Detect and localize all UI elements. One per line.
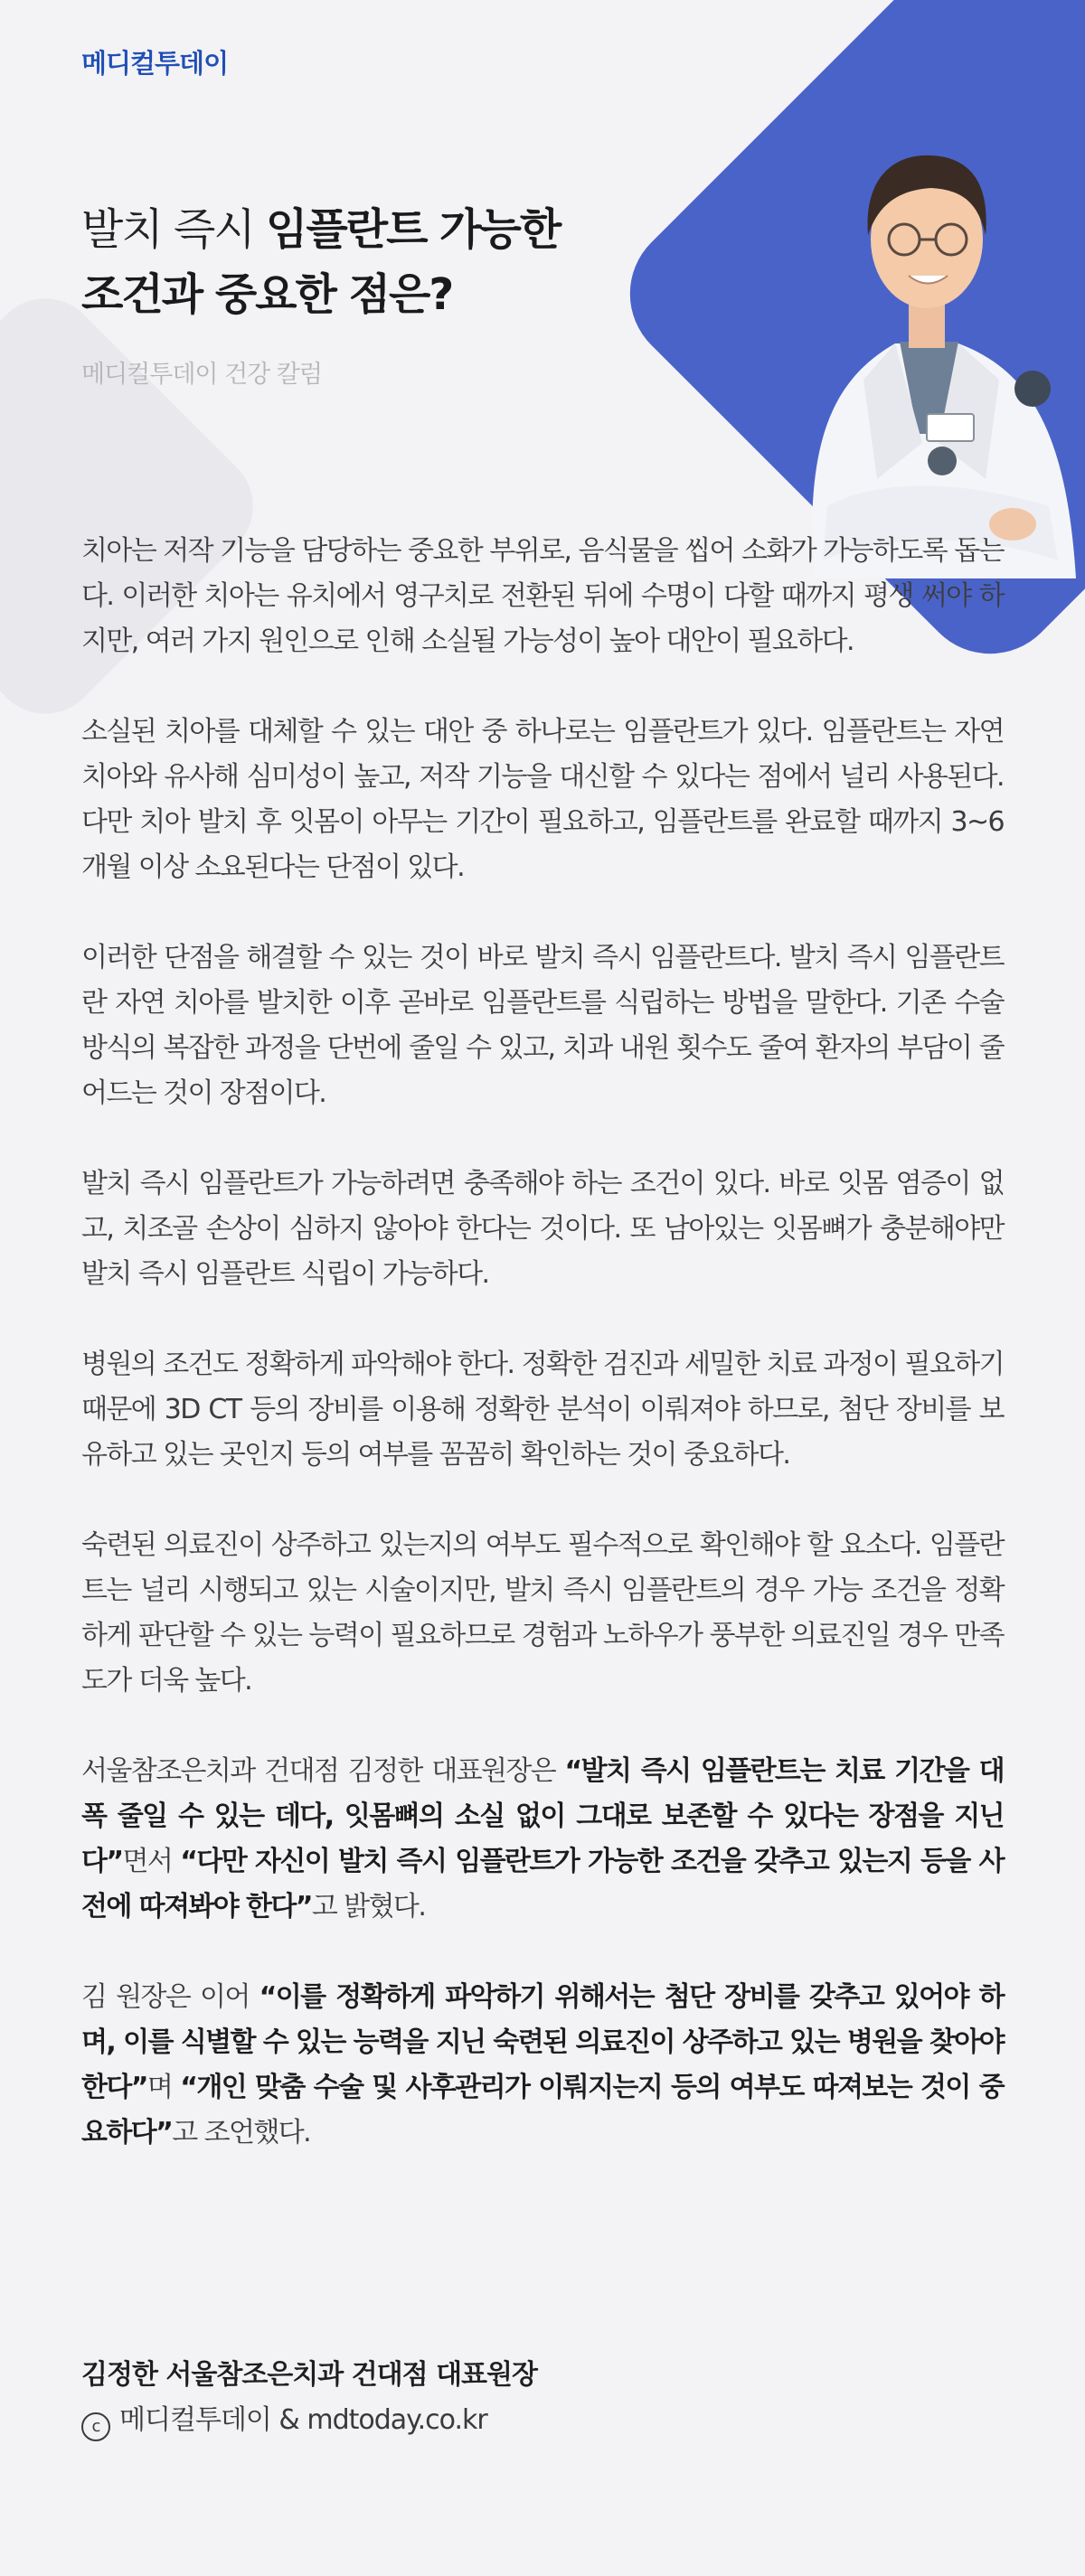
quote-intro: 서울참조은치과 건대점 김정한 대표원장은	[81, 1755, 565, 1787]
article-paragraph-6: 숙련된 의료진이 상주하고 있는지의 여부도 필수적으로 확인해야 할 요소다. 임플란트는 널리 시행되고 있는 시술이지만, 발치 즉시 임플란트의 경우 가능 조건을 정확하게 판단할 수 있는 능력이 필요하므로 경험과 노하우가 풍부한 의료진일 경우 만족도가 더욱 높다.	[81, 1529, 1004, 1697]
title-bold-line-2: 조건과 중요한 점은?	[81, 269, 453, 320]
column-subtitle: 메디컬투데이 건강 칼럼	[81, 361, 322, 389]
article-paragraph-8	[81, 1975, 1004, 2156]
title-regular-part: 발치 즉시	[81, 204, 266, 255]
title-bold-part: 임플란트 가능한	[266, 204, 561, 255]
quote-bold-2: “다만 자신이 발치 즉시 임플란트가 가능한 조건을 갖추고 있는지 등을 사전에 따져봐야 한다”	[81, 1846, 1004, 1923]
quote-ending: 고 밝혔다.	[311, 1891, 426, 1923]
quote-bold-2: “개인 맞춤 수술 및 사후관리가 이뤄지는지 등의 여부도 따져보는 것이 중요하다”	[81, 2072, 1004, 2148]
doctor-name-badge	[927, 414, 974, 441]
site-logo[interactable]: 메디컬투데이	[81, 48, 229, 79]
title-line-1	[81, 197, 660, 262]
article-paragraph-2: 소실된 치아를 대체할 수 있는 대안 중 하나로는 임플란트가 있다. 임플란트는 자연 치아와 유사해 심미성이 높고, 저작 기능을 대신할 수 있다는 점에서 널리 사용된다. 다만 치아 발치 후 잇몸이 아무는 기간이 필요하고, 임플란트를 완료할 때까지 3~6개월 이상 소요된다는 단점이 있다.	[81, 716, 1004, 883]
quote-bold-1: “발치 즉시 임플란트는 치료 기간을 대폭 줄일 수 있는 데다, 잇몸뼈의 소실 없이 그대로 보존할 수 있다는 장점을 지닌다”	[81, 1755, 1004, 1877]
author-name-title: 김정한 서울참조은치과 건대점 대표원장	[81, 2359, 537, 2391]
article-paragraph-1: 치아는 저작 기능을 담당하는 중요한 부위로, 음식물을 씹어 소화가 가능하도록 돕는다. 이러한 치아는 유치에서 영구치로 전환된 뒤에 수명이 다할 때까지 평생 써야 하지만, 여러 가지 원인으로 인해 소실될 가능성이 높아 대안이 필요하다.	[81, 535, 1004, 657]
title-line-2	[81, 262, 660, 327]
article-body	[81, 529, 1004, 2201]
quote-intro: 김 원장은 이어	[81, 1981, 259, 2013]
author-signature	[81, 2353, 537, 2443]
page-title	[81, 197, 660, 327]
copyright-text: 메디컬투데이 & mdtoday.co.kr	[119, 2404, 487, 2436]
quote-connector: 며	[146, 2072, 181, 2103]
quote-connector: 면서	[122, 1846, 181, 1877]
doctor-emblem-badge	[928, 447, 957, 475]
copyright-icon: c	[81, 2412, 110, 2441]
article-paragraph-5: 병원의 조건도 정확하게 파악해야 한다. 정확한 검진과 세밀한 치료 과정이 필요하기 때문에 3D CT 등의 장비를 이용해 정확한 분석이 이뤄져야 하므로, 첨단 장비를 보유하고 있는 곳인지 등의 여부를 꼼꼼히 확인하는 것이 중요하다.	[81, 1349, 1004, 1471]
article-paragraph-7	[81, 1749, 1004, 1930]
quote-bold-1: “이를 정확하게 파악하기 위해서는 첨단 장비를 갖추고 있어야 하며, 이를 식별할 수 있는 능력을 지닌 숙련된 의료진이 상주하고 있는 병원을 찾아야 한다”	[81, 1981, 1004, 2103]
doctor-portrait-illustration	[778, 54, 1085, 578]
article-paragraph-4: 발치 즉시 임플란트가 가능하려면 충족해야 하는 조건이 있다. 바로 잇몸 염증이 없고, 치조골 손상이 심하지 않아야 한다는 것이다. 또 남아있는 잇몸뼈가 충분해야만 발치 즉시 임플란트 식립이 가능하다.	[81, 1168, 1004, 1290]
article-paragraph-3: 이러한 단점을 해결할 수 있는 것이 바로 발치 즉시 임플란트다. 발치 즉시 임플란트란 자연 치아를 발치한 이후 곧바로 임플란트를 식립하는 방법을 말한다. 기존 수술 방식의 복잡한 과정을 단번에 줄일 수 있고, 치과 내원 횟수도 줄여 환자의 부담이 줄어드는 것이 장점이다.	[81, 942, 1004, 1109]
quote-ending: 고 조언했다.	[172, 2117, 311, 2148]
copyright-line	[81, 2398, 537, 2443]
